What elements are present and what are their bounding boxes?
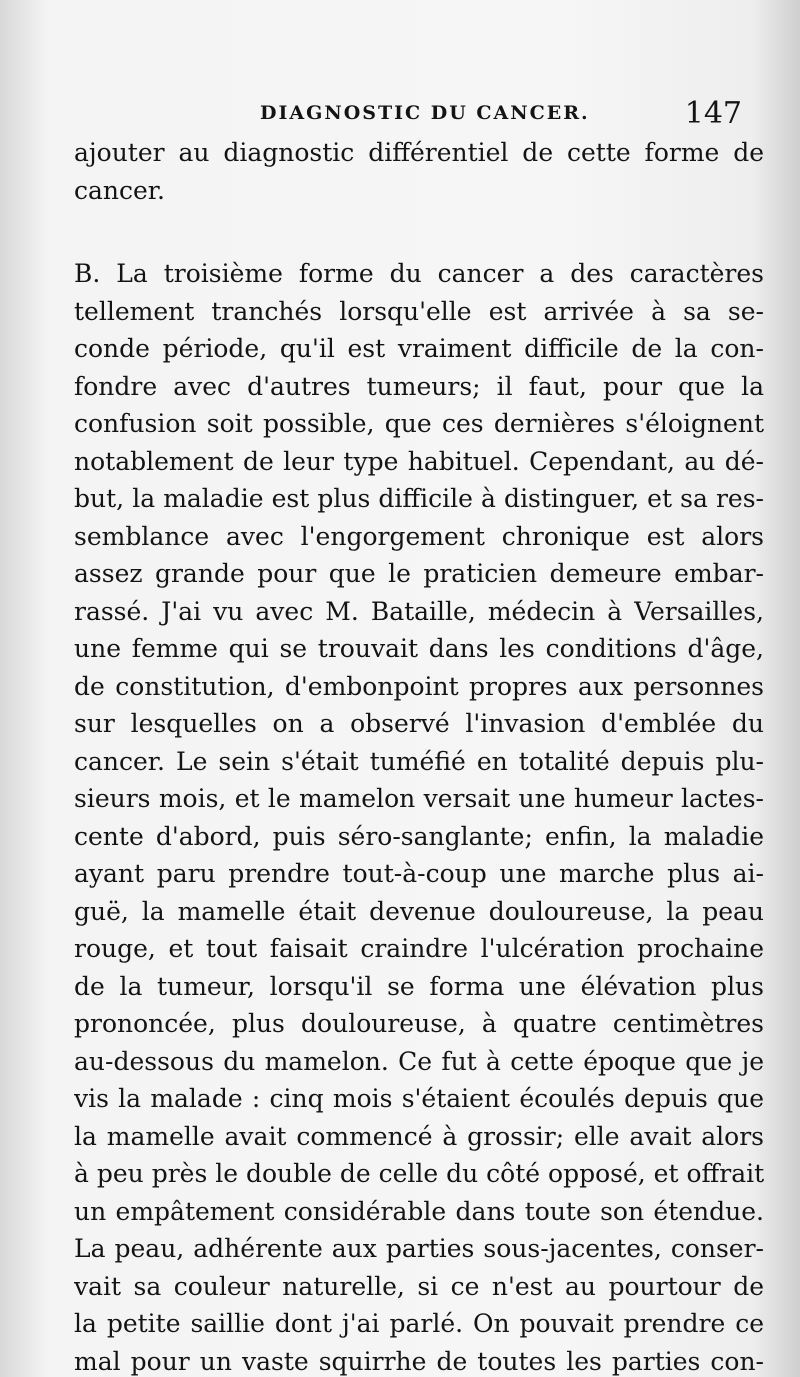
text-line: La peau, adhérente aux parties sous-jacentes, conser- <box>74 1234 764 1263</box>
page-header <box>260 96 750 136</box>
body-text <box>74 134 764 1377</box>
text-line: rouge, et tout faisait craindre l'ulcération prochaine <box>74 934 764 963</box>
paragraph-1 <box>74 134 764 209</box>
text-line: ajouter au diagnostic différentiel de cette forme de <box>74 138 764 167</box>
text-line: de constitution, d'embonpoint propres aux personnes <box>74 671 764 701</box>
page-number: 147 <box>684 96 742 131</box>
text-line: but, la maladie est plus difficile à distinguer, et sa res- <box>74 484 764 513</box>
text-line: vait sa couleur naturelle, si ce n'est au pourtour de <box>74 1271 764 1301</box>
text-line: conde période, qu'il est vraiment difficile de la con- <box>74 334 764 363</box>
text-line: prononcée, plus douloureuse, à quatre centimètres <box>74 1009 764 1038</box>
text-line: semblance avec l'engorgement chronique est alors <box>74 521 764 551</box>
text-line: cancer. Le sein s'était tuméfié en totalité depuis plu- <box>74 746 764 776</box>
text-line: un empâtement considérable dans toute son étendue. <box>74 1196 764 1226</box>
text-line: la mamelle avait commencé à grossir; elle avait alors <box>74 1121 764 1151</box>
text-line: de la tumeur, lorsqu'il se forma une élévation plus <box>74 971 764 1001</box>
text-line: au-dessous du mamelon. Ce fut à cette époque que je <box>74 1046 764 1076</box>
text-line: fondre avec d'autres tumeurs; il faut, pour que la <box>74 371 764 401</box>
text-line: B. La troisième forme du cancer a des caractères <box>74 259 764 288</box>
text-line: sieurs mois, et le mamelon versait une humeur lactes- <box>74 784 764 813</box>
text-line: guë, la mamelle était devenue douloureuse, la peau <box>74 896 764 926</box>
text-line: assez grande pour que le praticien demeure embar- <box>74 559 764 588</box>
text-line: la petite saillie dont j'ai parlé. On pouvait prendre ce <box>74 1309 764 1338</box>
text-line: rassé. J'ai vu avec M. Bataille, médecin à Versailles, <box>74 596 764 626</box>
text-line: confusion soit possible, que ces dernières s'éloignent <box>74 409 764 438</box>
text-line: vis la malade : cinq mois s'étaient écoulés depuis que <box>74 1084 764 1113</box>
paragraph-gap <box>74 209 764 255</box>
text-line: mal pour un vaste squirrhe de toutes les parties con- <box>74 1346 764 1376</box>
running-title: DIAGNOSTIC DU CANCER. <box>260 102 590 124</box>
text-line: cente d'abord, puis séro-sanglante; enfin, la maladie <box>74 821 764 851</box>
paragraph-2 <box>74 255 764 1377</box>
text-line: sur lesquelles on a observé l'invasion d'emblée du <box>74 709 764 738</box>
text-line: à peu près le double de celle du côté opposé, et offrait <box>74 1159 764 1188</box>
text-line: ayant paru prendre tout-à-coup une marche plus ai- <box>74 859 764 888</box>
text-line: cancer. <box>74 175 165 205</box>
text-line: une femme qui se trouvait dans les conditions d'âge, <box>74 634 764 663</box>
text-line: notablement de leur type habituel. Cependant, au dé- <box>74 446 764 476</box>
text-line: tellement tranchés lorsqu'elle est arrivée à sa se- <box>74 296 764 326</box>
